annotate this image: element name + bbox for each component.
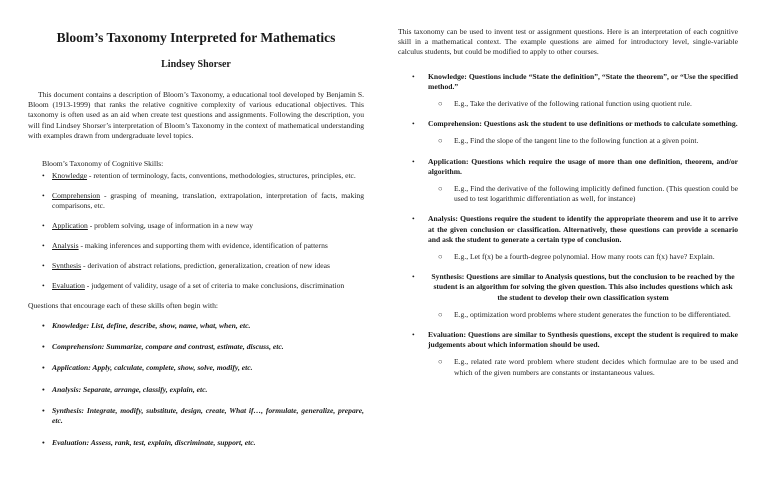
interpretation-item-application [412, 157, 738, 205]
interpretation-item-evaluation [412, 330, 738, 378]
skill-desc: - grasping of meaning, translation, extrapolation, interpretation of facts, making comparisons, etc. [52, 191, 364, 211]
skill-desc: - making inferences and supporting them with evidence, identification of patterns [78, 241, 328, 251]
skill-item-knowledge [42, 171, 364, 181]
question-item-application: • Application: Apply, calculate, complete, show, solve, modify, etc. [42, 363, 364, 373]
question-item-comprehension: • Comprehension: Summarize, compare and contrast, estimate, discuss, etc. [42, 342, 364, 352]
right-intro-paragraph: This taxonomy can be used to invent test or assignment questions. Here is an interpretation of each cognitive skill in a mathematical context. The example questions are aimed for introductory level, single-variable calculus students, but could be modified to apply to other courses. [398, 27, 738, 57]
question-item-analysis: • Analysis: Separate, arrange, classify, explain, etc. [42, 385, 364, 395]
example-question: ○ E.g., Take the derivative of the following rational function using quotient rule. [438, 99, 692, 109]
document-title: Bloom’s Taxonomy Interpreted for Mathematics [56, 30, 336, 45]
intro-paragraph: This document contains a description of Bloom’s Taxonomy, a educational tool developed by Benjamin S. Bloom (1913-1999) that ranks the relative cognitive complexity of various educational objectives. This taxonomy is often used as an aid when create test questions and assignments. Following the description, you will find Lindsey Shorser’s interpretation of Bloom’s Taxonomy in the context of mathematical understanding with examples drawn from undergraduate level topics. [28, 90, 364, 140]
category-description: • Evaluation: Questions are similar to Synthesis questions, except the student is required to make judgements about which information should be used. [428, 330, 738, 350]
skill-term: Synthesis [52, 261, 82, 271]
skills-list [28, 171, 364, 291]
skill-desc: - derivation of abstract relations, prediction, generalization, creation of new ideas [81, 261, 330, 271]
questions-list [28, 321, 364, 448]
skill-term: Analysis [52, 241, 79, 251]
skill-desc: - retention of terminology, facts, conventions, methodologies, structures, principles, etc. [87, 171, 356, 181]
circle-bullet-icon: ○ [438, 136, 443, 146]
skill-item-evaluation [42, 281, 364, 291]
author-name: Lindsey Shorser [161, 59, 231, 70]
example-question: ○ E.g., Find the derivative of the following implicitly defined function. (This question could be used to test logarithmic differentiation as well, for instance) [438, 184, 738, 204]
question-item-knowledge: • Knowledge: List, define, describe, show, name, what, when, etc. [42, 321, 364, 331]
category-description: • Analysis: Questions require the student to identify the appropriate theorem and use it to arrive at the given conclusion or classification. Alternatively, these questions can provide a scenario and ask the student to generate a certain type of conclusion. [428, 214, 738, 244]
skill-term: Evaluation [52, 281, 85, 291]
circle-bullet-icon: ○ [438, 357, 443, 367]
skill-desc: - judgement of validity, usage of a set of criteria to make conclusions, discrimination [84, 281, 345, 291]
skill-item-analysis [42, 241, 364, 251]
questions-intro: Questions that encourage each of these skills often begin with: [28, 301, 219, 311]
example-question: ○ E.g., Let f(x) be a fourth-degree polynomial. How many roots can f(x) have? Explain. [438, 252, 715, 262]
interpretation-list [398, 72, 738, 378]
question-item-evaluation: • Evaluation: Assess, rank, test, explain, discriminate, support, etc. [42, 438, 364, 448]
interpretation-item-comprehension [412, 119, 738, 146]
question-item-synthesis: • Synthesis: Integrate, modify, substitute, design, create, What if…, formulate, generalize, prepare, etc. [42, 406, 364, 426]
example-question: ○ E.g., Find the slope of the tangent line to the following function at a given point. [438, 136, 699, 146]
category-description: • Application: Questions which require the usage of more than one definition, theorem, and/or algorithm. [428, 156, 738, 176]
circle-bullet-icon: ○ [438, 99, 443, 109]
interpretation-item-analysis [412, 214, 738, 262]
category-description: • Comprehension: Questions ask the student to use definitions or methods to calculate something. [428, 119, 738, 129]
skill-term: Comprehension [52, 191, 101, 201]
skill-desc: - problem solving, usage of information in a new way [87, 221, 253, 231]
example-question: ○ E.g., optimization word problems where student generates the function to be differentiated. [438, 309, 731, 319]
skill-term: Knowledge [52, 171, 88, 181]
right-page [384, 0, 768, 503]
circle-bullet-icon: ○ [438, 309, 443, 319]
cognitive-skills-heading: Bloom’s Taxonomy of Cognitive Skills: [42, 159, 164, 169]
example-question: ○ E.g., related rate word problem where student decides which formulae are to be used and which of the given numbers are constants or instantaneous values. [438, 357, 738, 377]
skill-item-application [42, 221, 364, 231]
category-description: • Synthesis: Questions are similar to Analysis questions, but the conclusion to be reached by the student is an algorithm for solving the given question. This also includes questions which ask the student to develop their own classification system [431, 272, 735, 302]
category-description: • Knowledge: Questions include “State the definition”, “State the theorem”, or “Use the specified method.” [428, 71, 738, 91]
interpretation-item-knowledge [412, 72, 738, 110]
circle-bullet-icon: ○ [438, 252, 443, 262]
skill-term: Application [52, 221, 88, 231]
circle-bullet-icon: ○ [438, 184, 443, 194]
skill-item-comprehension [42, 191, 364, 211]
skill-item-synthesis [42, 261, 364, 271]
interpretation-item-synthesis [412, 272, 738, 320]
